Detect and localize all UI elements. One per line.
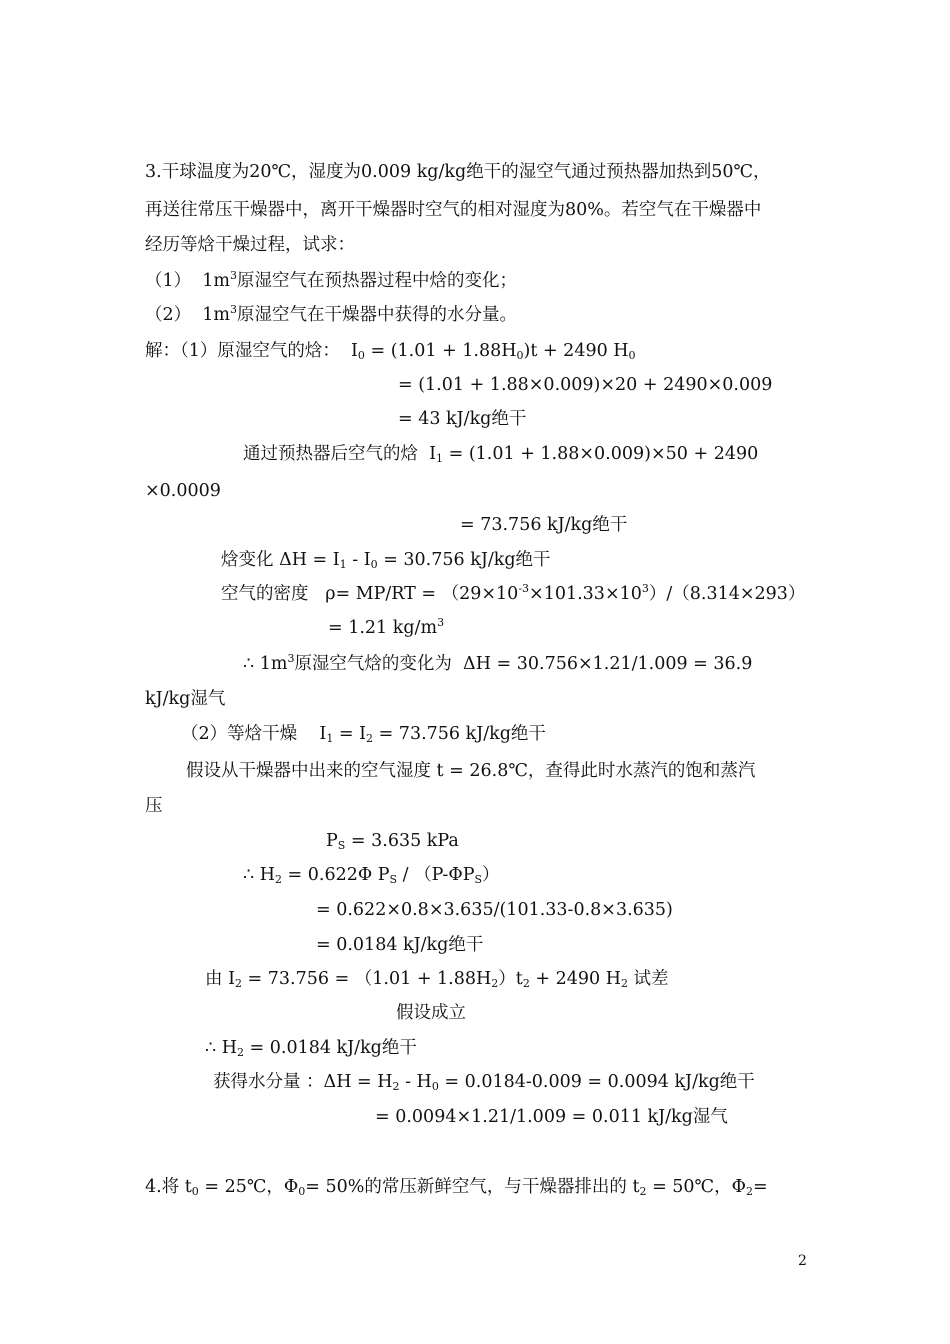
enthalpy-change-unit: kJ/kg湿气 <box>145 689 226 709</box>
water-gained-result: = 0.0094×1.21/1.009 = 0.011 kJ/kg湿气 <box>375 1107 728 1127</box>
equation-result: = 43 kJ/kg绝干 <box>398 409 527 429</box>
equation-result: = 0.0184 kJ/kg绝干 <box>316 935 484 955</box>
saturation-pressure: $P_S = 3.635$ kPa <box>326 831 459 852</box>
question-2: （2） $1m^3$原湿空气在干燥器中获得的水分量。 <box>145 303 517 325</box>
preheated-enthalpy: 通过预热器后空气的焓 $I_1 = (1.01 + 1.88\times 0.009)\times 50 + 2490$ <box>243 444 759 465</box>
solution-enthalpy-formula: 解：（1）原湿空气的焓： $I_0 = (1.01 + 1.88H_0)t + 2490$ $H_0$ <box>145 341 636 362</box>
air-density: 空气的密度 $\rho= MP/RT = (29\times 10^{-3}\times 101.33\times 10^3)/(8.314\times 293)$ <box>221 582 806 604</box>
assumption-line-cont: 压 <box>145 796 163 816</box>
trial-equation: 由 $I_2 = 73.756 = (1.01 + 1.88H_2)t_2 + 2490$ $H_2$ 试差 <box>205 969 669 990</box>
water-gained: 获得水分量 ：$\Delta H = H_2 - H_0 = 0.0184-0.009 = 0.0094$ kJ/kg绝干 <box>213 1072 755 1093</box>
problem-4-line-1: 4.将 $t_0$ = 25℃，$\Phi_0= 50\%$的常压新鲜空气，与干燥器排出的 $t_2$ = 50℃，$\Phi_2=$ <box>145 1177 768 1198</box>
question-1: （1） $1m^3$原湿空气在预热器过程中焓的变化； <box>145 269 517 291</box>
humidity-formula: ∴ $H_2 = 0.622\Phi$ $P_S / (P-\Phi P_S)$ <box>243 865 500 886</box>
equation-line: = 0.622×0.8×3.635/(101.33-0.8×3.635) <box>316 900 673 920</box>
assumption-valid: 假设成立 <box>396 1003 466 1023</box>
equation-line: = (1.01 + 1.88×0.009)×20 + 2490×0.009 <box>398 375 773 395</box>
isenthalpic-drying: （2）等焓干燥 $I_1 = I_2 = 73.756$ kJ/kg绝干 <box>181 724 546 745</box>
humidity-result: ∴ $H_2 = 0.0184$ kJ/kg绝干 <box>205 1038 417 1059</box>
preheated-enthalpy-cont: ×0.0009 <box>145 481 221 501</box>
density-result: = 1.21 $kg/m^3$ <box>328 616 445 638</box>
problem-3-line-3: 经历等焓干燥过程，试求： <box>145 235 355 255</box>
enthalpy-change-per-m3: ∴ $1m^3$原湿空气焓的变化为 ΔH = 30.756×1.21/1.009 = 36.9 <box>243 652 753 674</box>
problem-3-line-2: 再送往常压干燥器中，离开干燥器时空气的相对湿度为80%。若空气在干燥器中 <box>145 200 762 220</box>
problem-3-line-1: 3.干球温度为20℃，湿度为0.009 kg/kg绝干的湿空气通过预热器加热到50℃， <box>145 162 771 182</box>
page-number: 2 <box>798 1253 807 1269</box>
assumption-line: 假设从干燥器中出来的空气湿度 t = 26.8℃，查得此时水蒸汽的饱和蒸汽 <box>186 761 756 781</box>
enthalpy-change: 焓变化 $\Delta H = I_1 - I_0 = 30.756$ kJ/kg绝干 <box>221 550 551 571</box>
equation-result: = 73.756 kJ/kg绝干 <box>460 515 628 535</box>
